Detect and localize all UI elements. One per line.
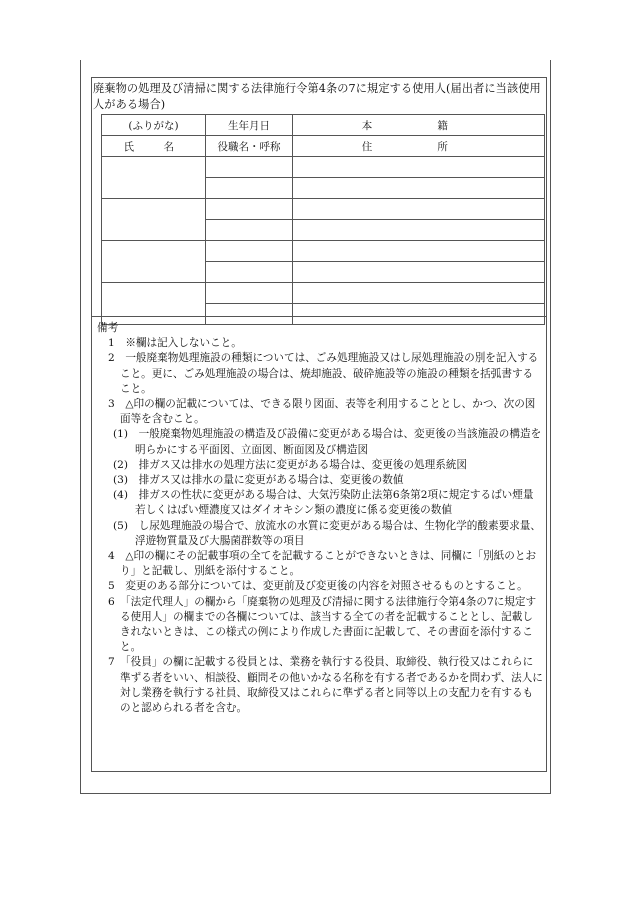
notes-section — [93, 321, 543, 716]
role-cell[interactable] — [206, 220, 293, 241]
name-cell[interactable] — [102, 283, 206, 325]
note-subitem: (3) 排ガス又は排水の量に変更がある場合は、変更後の数値 — [113, 474, 404, 487]
birth-date-cell[interactable] — [206, 199, 293, 220]
table-row — [102, 283, 545, 304]
address-cell[interactable] — [293, 220, 545, 241]
honseki-cell[interactable] — [293, 283, 545, 304]
honseki-header: 本 籍 — [293, 115, 545, 136]
note-item: 3 △印の欄の記載については、できる限り図面、表等を利用することとし、かつ、次の図面等を含むこと。 — [108, 398, 536, 426]
note-subitem: (2) 排ガス又は排水の処理方法に変更がある場合は、変更後の処理系統図 — [113, 458, 468, 471]
section-divider — [91, 316, 547, 317]
birth-date-cell[interactable] — [206, 157, 293, 178]
furigana-label: (ふりがな) — [102, 115, 206, 136]
header-row-2 — [102, 136, 545, 157]
note-item: 5 変更のある部分については、変更前及び変更後の内容を対照させるものとすること。 — [108, 580, 528, 593]
employee-table — [101, 114, 545, 325]
address-cell[interactable] — [293, 262, 545, 283]
note-subitem: (4) 排ガスの性状に変更がある場合は、大気汚染防止法第6条第2項に規定するばい煙量若しくはばい煙濃度又はダイオキシン類の濃度に係る変更後の数値 — [113, 489, 534, 517]
note-item: 6 「法定代理人」の欄から「廃棄物の処理及び清掃に関する法律施行令第4条の7に規定する使用人」の欄までの各欄については、該当する全ての者を記載することとし、記載しきれないときは、この様式の例により作成した書面に記載して、その書面を添付すること。 — [108, 595, 537, 654]
name-cell[interactable] — [102, 157, 206, 199]
note-item: 1 ※欄は記入しないこと。 — [108, 337, 242, 350]
note-item: 2 一般廃棄物処理施設の種類については、ごみ処理施設又はし尿処理施設の別を記入すること。更に、ごみ処理施設の場合は、焼却施設、破砕施設等の施設の種類を括弧書すること。 — [108, 352, 539, 395]
address-cell[interactable] — [293, 178, 545, 199]
role-cell[interactable] — [206, 178, 293, 199]
honseki-cell[interactable] — [293, 241, 545, 262]
note-item: 7 「役員」の欄に記載する役員とは、業務を執行する役員、取締役、執行役又はこれらに準ずる者をいい、相談役、顧問その他いかなる名称を有する者であるかを問わず、法人に対し業務を執行する社員、取締役又はこれらに準ずる者と同等以上の支配力を有するものと認められる者を含む。 — [108, 656, 543, 715]
birth-date-cell[interactable] — [206, 241, 293, 262]
role-cell[interactable] — [206, 262, 293, 283]
name-cell[interactable] — [102, 241, 206, 283]
header-row-1 — [102, 115, 545, 136]
birth-date-header: 生年月日 — [206, 115, 293, 136]
note-subitem: (5) し尿処理施設の場合で、放流水の水質に変更がある場合は、生物化学的酸素要求量、浮遊物質量及び大腸菌群数等の項目 — [113, 519, 541, 547]
notes-title: 備考 — [97, 322, 119, 334]
honseki-cell[interactable] — [293, 199, 545, 220]
table-row — [102, 199, 545, 220]
employee-table-wrap — [101, 114, 544, 315]
table-row — [102, 241, 545, 262]
birth-date-cell[interactable] — [206, 283, 293, 304]
note-item: 4 △印の欄にその記載事項の全てを記載することができないときは、同欄に「別紙のとおり」と記載し、別紙を添付すること。 — [108, 550, 537, 578]
address-header: 住 所 — [293, 136, 545, 157]
note-subitem: (1) 一般廃棄物処理施設の構造及び設備に変更がある場合は、変更後の当該施設の構造を明らかにする平面図、立面図、断面図及び構造図 — [113, 428, 542, 456]
honseki-cell[interactable] — [293, 157, 545, 178]
section-heading: 廃棄物の処理及び清掃に関する法律施行令第4条の7に規定する使用人(届出者に当該使用人がある場合) — [93, 82, 541, 111]
table-row — [102, 157, 545, 178]
name-cell[interactable] — [102, 199, 206, 241]
name-header: 氏 名 — [102, 136, 206, 157]
role-header: 役職名・呼称 — [206, 136, 293, 157]
